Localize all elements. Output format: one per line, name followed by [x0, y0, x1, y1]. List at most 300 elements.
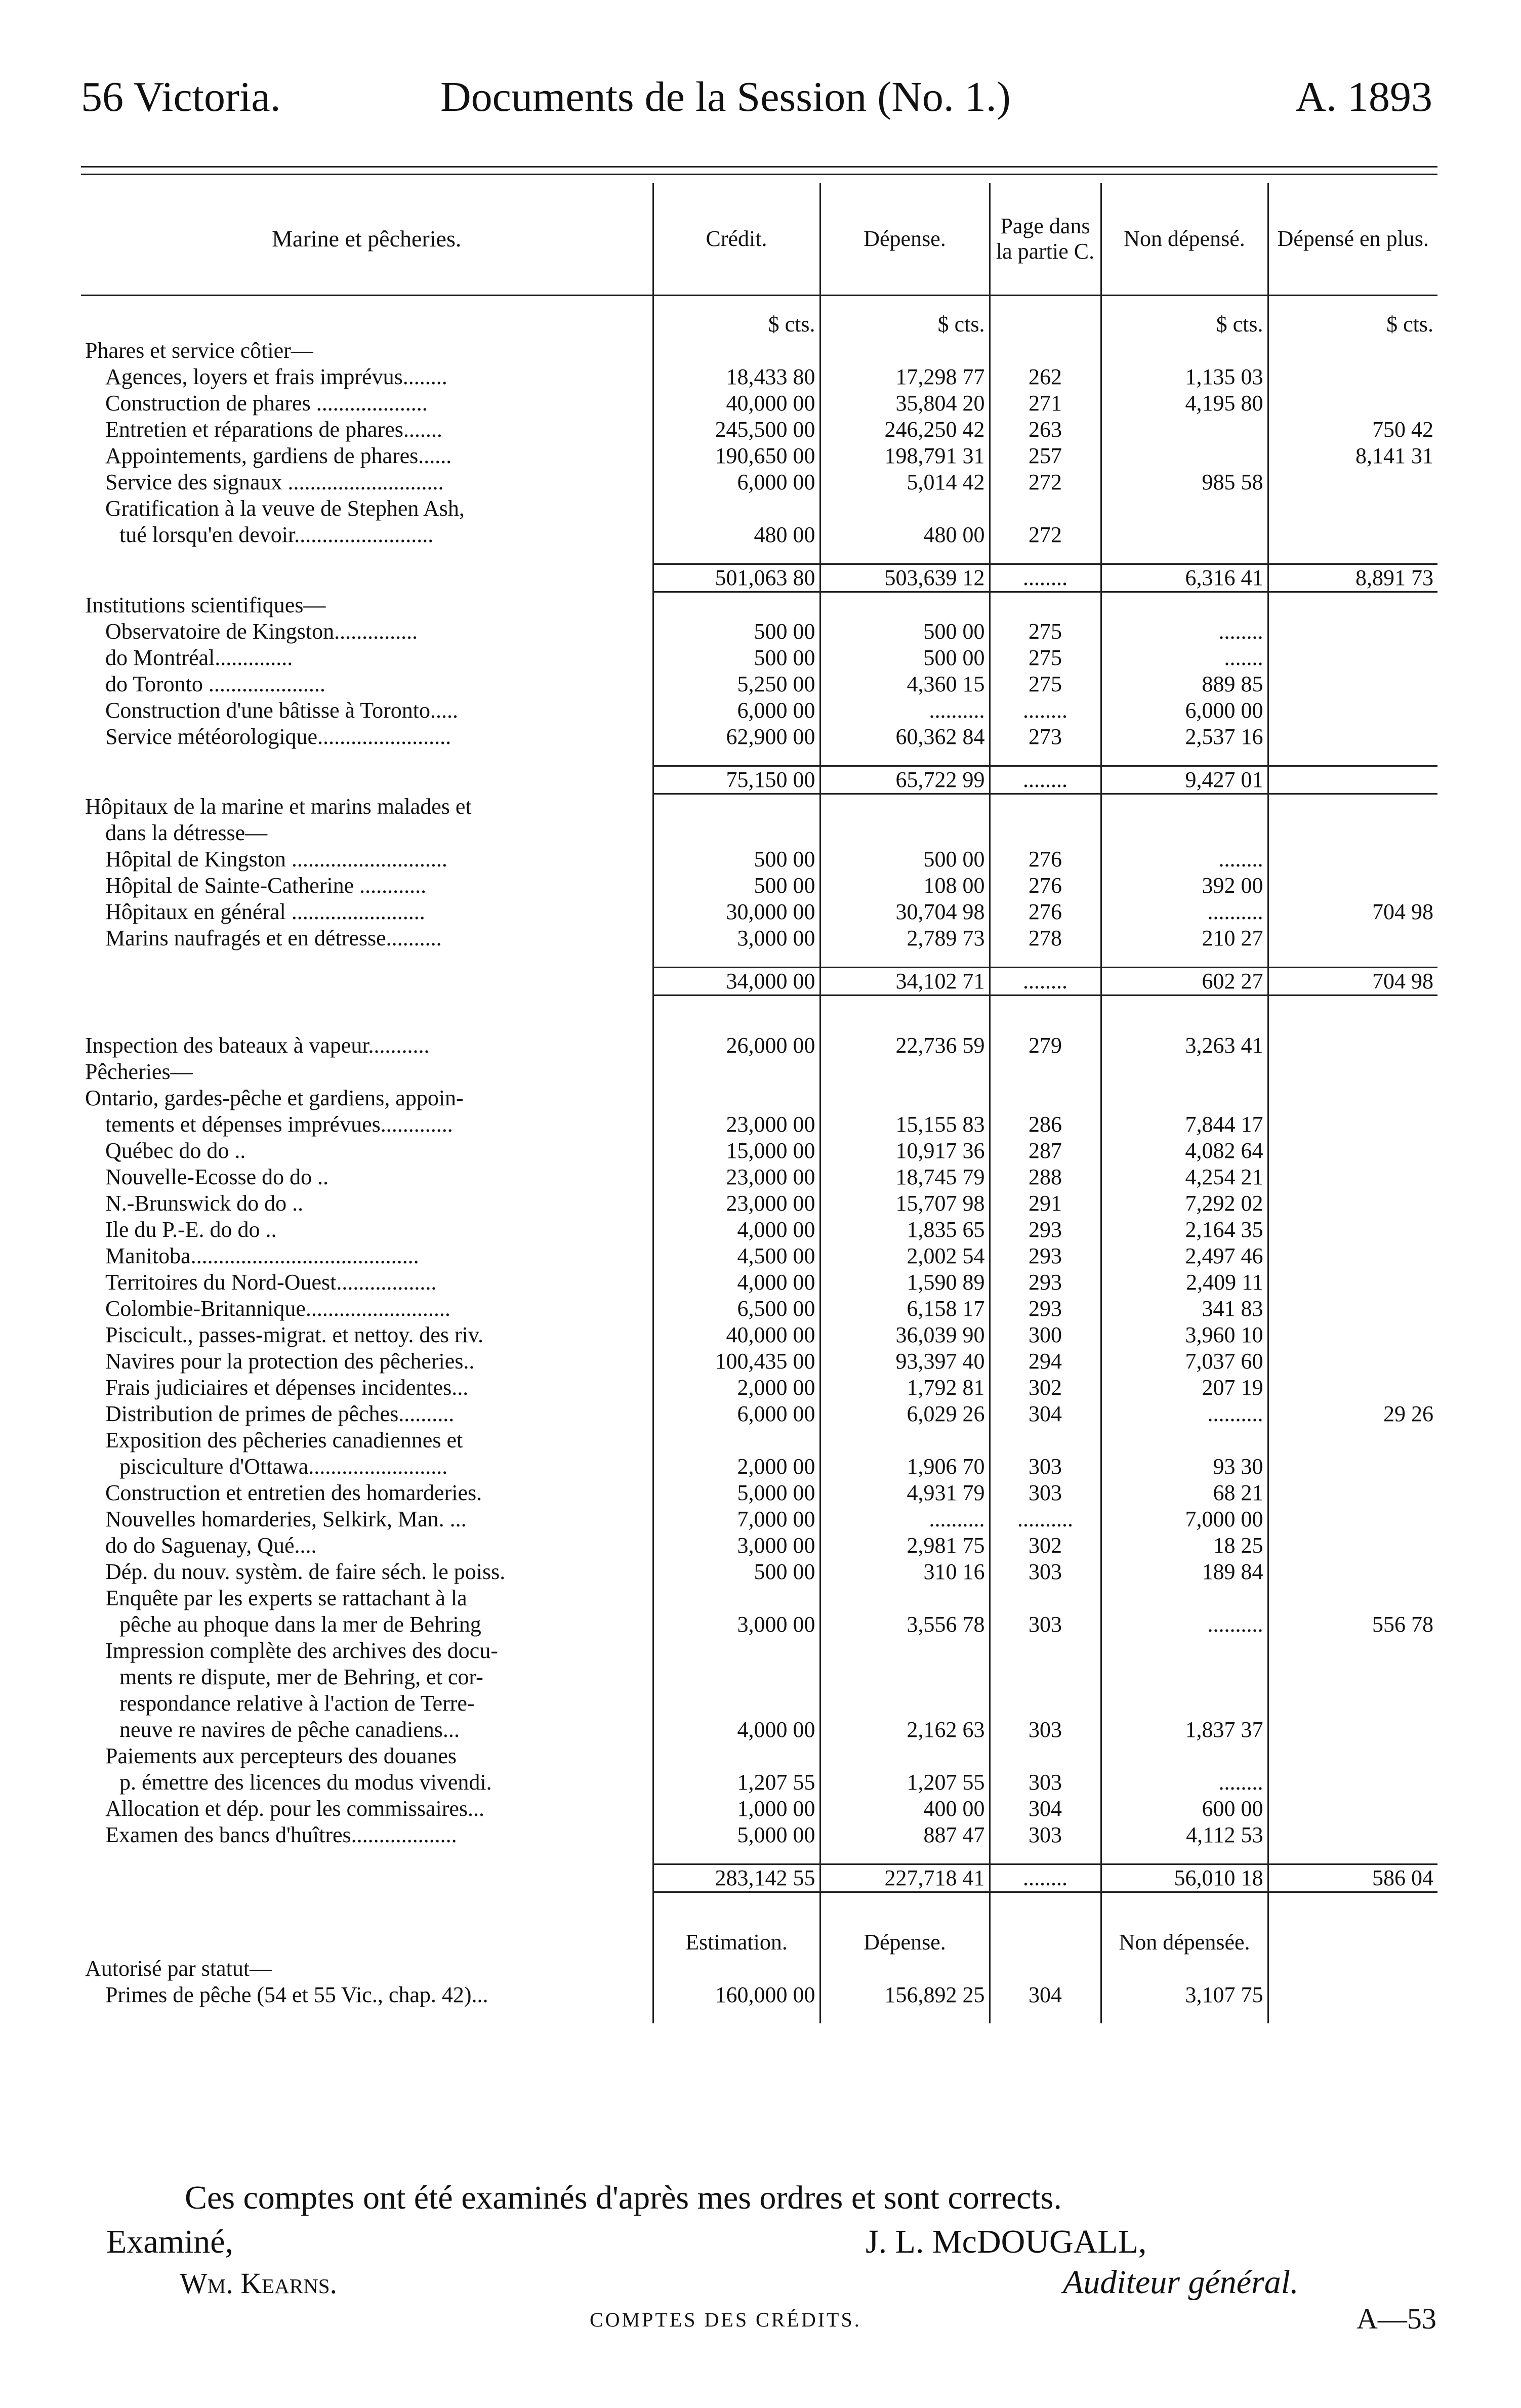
non-depense-cell: 7,037 60 [1101, 1348, 1268, 1375]
row-label: Hôpitaux en général ........................ [105, 899, 425, 924]
row-label: Appointements, gardiens de phares...... [105, 443, 452, 468]
table-row [81, 1427, 1437, 1454]
depense-cell: 2,789 73 [820, 925, 990, 951]
page-cell: 262 [990, 364, 1101, 390]
table-row [81, 1375, 1437, 1401]
credit-cell: 26,000 00 [653, 1032, 820, 1059]
depense-cell: 2,002 54 [820, 1243, 990, 1269]
credit-cell: 18,433 80 [653, 364, 820, 390]
total-depense-cell: 503,639 12 [820, 564, 990, 592]
row-label: Gratification à la veuve de Stephen Ash, [105, 496, 465, 521]
column-header-non-depensee: Non dépensée. [1101, 1929, 1268, 1956]
page-cell: 275 [990, 671, 1101, 697]
credit-cell: 190,650 00 [653, 443, 820, 469]
table-row [81, 1348, 1437, 1375]
page-cell: 303 [990, 1454, 1101, 1480]
depense-en-plus-cell [1268, 469, 1437, 495]
depense-cell: 35,804 20 [820, 390, 990, 417]
row-label: tué lorsqu'en devoir......................... [119, 522, 434, 547]
total-depense-en-plus-cell: 586 04 [1268, 1864, 1437, 1892]
total-row [81, 968, 1437, 995]
credit-cell: 5,000 00 [653, 1822, 820, 1848]
table-row [81, 1559, 1437, 1585]
accounts-table [81, 183, 1437, 2023]
group-heading: dans la détresse— [105, 820, 268, 845]
row-label: Service des signaux ............................ [105, 470, 444, 494]
row-label: tements et dépenses imprévues............. [105, 1112, 453, 1137]
unit-label: $ cts. [1101, 311, 1268, 338]
page-cell: 302 [990, 1375, 1101, 1401]
header-year: A. 1893 [1295, 73, 1432, 120]
row-label: Allocation et dép. pour les commissaires... [105, 1796, 485, 1821]
depense-en-plus-cell [1268, 925, 1437, 951]
depense-en-plus-cell [1268, 1164, 1437, 1190]
credit-cell: 4,000 00 [653, 1269, 820, 1296]
column-header-depense: Dépense. [820, 183, 990, 296]
non-depense-cell: ........ [1101, 618, 1268, 645]
page-cell: ........ [990, 697, 1101, 724]
row-label: Construction de phares .................... [105, 391, 428, 416]
table-row [81, 1085, 1437, 1111]
depense-cell: 887 47 [820, 1822, 990, 1848]
non-depense-cell: 68 21 [1101, 1480, 1268, 1506]
depense-cell: 36,039 90 [820, 1322, 990, 1348]
table-row [81, 846, 1437, 873]
non-depense-cell: 93 30 [1101, 1454, 1268, 1480]
credit-cell: 4,000 00 [653, 1217, 820, 1243]
row-label: p. émettre des licences du modus vivendi. [119, 1770, 492, 1795]
row-label: ments re dispute, mer de Behring, et cor- [119, 1665, 483, 1689]
credit-cell: 6,000 00 [653, 469, 820, 495]
credit-cell: 100,435 00 [653, 1348, 820, 1375]
depense-en-plus-cell [1268, 1559, 1437, 1585]
total-row [81, 1864, 1437, 1892]
non-depense-cell: 3,960 10 [1101, 1322, 1268, 1348]
examined-label: Examiné, [106, 2223, 234, 2260]
credit-cell: 6,500 00 [653, 1296, 820, 1322]
depense-cell: 22,736 59 [820, 1032, 990, 1059]
column-header-depense: Dépense. [820, 1929, 990, 1956]
row-label: Québec do do .. [105, 1138, 246, 1163]
depense-en-plus-cell [1268, 645, 1437, 671]
depense-en-plus-cell [1268, 1375, 1437, 1401]
credit-cell: 4,500 00 [653, 1243, 820, 1269]
table-row [81, 1164, 1437, 1190]
credit-cell: 500 00 [653, 846, 820, 873]
depense-cell: 4,931 79 [820, 1480, 990, 1506]
credit-cell: 500 00 [653, 873, 820, 899]
page-cell: 303 [990, 1717, 1101, 1743]
auditor-title: Auditeur général. [1063, 2264, 1299, 2301]
non-depense-cell: 4,112 53 [1101, 1822, 1268, 1848]
row-label: Distribution de primes de pêches.......... [105, 1401, 455, 1426]
depense-cell: 1,590 89 [820, 1269, 990, 1296]
page-cell: 275 [990, 618, 1101, 645]
depense-en-plus-cell: 8,141 31 [1268, 443, 1437, 469]
row-label: Observatoire de Kingston............... [105, 618, 418, 644]
table-row [81, 1796, 1437, 1822]
table-row [81, 1138, 1437, 1164]
non-depense-cell: 1,135 03 [1101, 364, 1268, 390]
page-cell: 272 [990, 522, 1101, 548]
group-heading: Autorisé par statut— [85, 1956, 272, 1981]
unit-label: $ cts. [653, 311, 820, 338]
header-session-year: 56 Victoria. [81, 73, 281, 120]
depense-en-plus-cell [1268, 671, 1437, 697]
depense-cell: 198,791 31 [820, 443, 990, 469]
column-header-page: Page dans la partie C. [990, 183, 1101, 296]
credit-cell: 245,500 00 [653, 417, 820, 443]
page-cell: 291 [990, 1190, 1101, 1217]
total-page-cell: ........ [990, 766, 1101, 794]
running-title: COMPTES DES CRÉDITS. [590, 2308, 861, 2331]
total-depense-cell: 65,722 99 [820, 766, 990, 794]
page-cell: 304 [990, 1982, 1101, 2008]
page-cell: 303 [990, 1822, 1101, 1848]
row-label: Construction d'une bâtisse à Toronto..... [105, 697, 458, 723]
page-cell: 257 [990, 443, 1101, 469]
page-cell: 273 [990, 724, 1101, 750]
total-non-depense-cell: 6,316 41 [1101, 564, 1268, 592]
depense-en-plus-cell [1268, 873, 1437, 899]
depense-cell: 6,029 26 [820, 1401, 990, 1427]
page-cell: 293 [990, 1217, 1101, 1243]
credit-cell: 40,000 00 [653, 1322, 820, 1348]
depense-en-plus-cell: 556 78 [1268, 1611, 1437, 1638]
row-label: Nouvelles homarderies, Selkirk, Man. ... [105, 1507, 467, 1531]
depense-en-plus-cell [1268, 364, 1437, 390]
depense-en-plus-cell: 750 42 [1268, 417, 1437, 443]
table-row [81, 1822, 1437, 1848]
group-heading-row [81, 1956, 1437, 1982]
depense-en-plus-cell: 29 26 [1268, 1401, 1437, 1427]
group-heading-row [81, 592, 1437, 618]
total-depense-en-plus-cell: 8,891 73 [1268, 564, 1437, 592]
non-depense-cell: 3,263 41 [1101, 1032, 1268, 1059]
depense-cell: 15,707 98 [820, 1190, 990, 1217]
table-row [81, 1454, 1437, 1480]
credit-cell: 480 00 [653, 522, 820, 548]
page-cell: 302 [990, 1532, 1101, 1559]
table-row [81, 1638, 1437, 1664]
table-row [81, 724, 1437, 750]
table-row [81, 1480, 1437, 1506]
credit-cell: 15,000 00 [653, 1138, 820, 1164]
non-depense-cell [1101, 443, 1268, 469]
credit-cell: 23,000 00 [653, 1111, 820, 1138]
non-depense-cell: 2,409 11 [1101, 1269, 1268, 1296]
row-label: Inspection des bateaux à vapeur........... [85, 1033, 430, 1058]
page-cell: 303 [990, 1559, 1101, 1585]
unit-label: $ cts. [1268, 311, 1437, 338]
header-rule-bottom [81, 174, 1437, 175]
row-label: pisciculture d'Ottawa......................... [119, 1454, 448, 1479]
page-cell: 286 [990, 1111, 1101, 1138]
depense-en-plus-cell [1268, 1532, 1437, 1559]
table-row [81, 390, 1437, 417]
credit-cell: 62,900 00 [653, 724, 820, 750]
non-depense-cell: 4,254 21 [1101, 1164, 1268, 1190]
table-row [81, 1322, 1437, 1348]
non-depense-cell: ........ [1101, 846, 1268, 873]
non-depense-cell: 3,107 75 [1101, 1982, 1268, 2008]
page-cell: 276 [990, 846, 1101, 873]
credit-cell: 4,000 00 [653, 1717, 820, 1743]
depense-en-plus-cell [1268, 1243, 1437, 1269]
table-row [81, 1982, 1437, 2008]
non-depense-cell: 2,497 46 [1101, 1243, 1268, 1269]
depense-en-plus-cell [1268, 1296, 1437, 1322]
row-label: Construction et entretien des homarderies. [105, 1480, 482, 1505]
table-row [81, 1611, 1437, 1638]
depense-cell: 3,556 78 [820, 1611, 990, 1638]
page-cell: 300 [990, 1322, 1101, 1348]
estimation-cell: 160,000 00 [653, 1982, 820, 2008]
table-row [81, 925, 1437, 951]
table-row [81, 1769, 1437, 1796]
non-depense-cell: .......... [1101, 1611, 1268, 1638]
credit-cell: 1,000 00 [653, 1796, 820, 1822]
credit-cell: 40,000 00 [653, 390, 820, 417]
total-page-cell: ........ [990, 968, 1101, 995]
depense-en-plus-cell: 704 98 [1268, 899, 1437, 925]
depense-en-plus-cell [1268, 390, 1437, 417]
row-label: Ontario, gardes-pêche et gardiens, appoin- [85, 1086, 464, 1110]
depense-cell: 1,906 70 [820, 1454, 990, 1480]
depense-cell: 18,745 79 [820, 1164, 990, 1190]
credit-cell: 1,207 55 [653, 1769, 820, 1796]
total-non-depense-cell: 602 27 [1101, 968, 1268, 995]
non-depense-cell: 985 58 [1101, 469, 1268, 495]
depense-en-plus-cell [1268, 846, 1437, 873]
row-label: Navires pour la protection des pêcheries.. [105, 1349, 475, 1374]
page-cell: 304 [990, 1401, 1101, 1427]
table-row [81, 443, 1437, 469]
non-depense-cell: 207 19 [1101, 1375, 1268, 1401]
non-depense-cell: 7,844 17 [1101, 1111, 1268, 1138]
unit-label: $ cts. [820, 311, 990, 338]
page-cell: 275 [990, 645, 1101, 671]
non-depense-cell: 189 84 [1101, 1559, 1268, 1585]
depense-cell: 1,792 81 [820, 1375, 990, 1401]
page-cell: 278 [990, 925, 1101, 951]
table-row [81, 1401, 1437, 1427]
page-cell: 288 [990, 1164, 1101, 1190]
credit-cell: 500 00 [653, 1559, 820, 1585]
row-label: Dép. du nouv. systèm. de faire séch. le poiss. [105, 1559, 506, 1584]
non-depense-cell: 4,195 80 [1101, 390, 1268, 417]
table-row [81, 899, 1437, 925]
total-depense-en-plus-cell: 704 98 [1268, 968, 1437, 995]
row-label: neuve re navires de pêche canadiens... [119, 1717, 460, 1742]
page-cell: 263 [990, 417, 1101, 443]
statut-header-row [81, 1929, 1437, 1956]
page-cell: 303 [990, 1769, 1101, 1796]
depense-en-plus-cell [1268, 1217, 1437, 1243]
row-label: Ile du P.-E. do do .. [105, 1217, 277, 1242]
non-depense-cell: 889 85 [1101, 671, 1268, 697]
non-depense-cell: 18 25 [1101, 1532, 1268, 1559]
row-label: N.-Brunswick do do .. [105, 1191, 304, 1216]
row-label: Exposition des pêcheries canadiennes et [105, 1428, 463, 1452]
column-header-estimation: Estimation. [653, 1929, 820, 1956]
table-row [81, 1190, 1437, 1217]
credit-cell: 6,000 00 [653, 1401, 820, 1427]
row-label: Service météorologique........................ [105, 724, 451, 749]
total-non-depense-cell: 9,427 01 [1101, 766, 1268, 794]
row-label: Marins naufragés et en détresse.......... [105, 926, 442, 950]
page-cell: 293 [990, 1296, 1101, 1322]
credit-cell: 5,250 00 [653, 671, 820, 697]
total-credit-cell: 34,000 00 [653, 968, 820, 995]
header-rule-top [81, 166, 1437, 168]
depense-cell: 5,014 42 [820, 469, 990, 495]
table-row [81, 1532, 1437, 1559]
row-label: Hôpital de Kingston ............................ [105, 847, 447, 871]
depense-en-plus-cell [1268, 618, 1437, 645]
row-label: do do Saguenay, Qué.... [105, 1533, 317, 1558]
table-row [81, 1269, 1437, 1296]
row-label: do Toronto ..................... [105, 671, 325, 696]
depense-en-plus-cell [1268, 1822, 1437, 1848]
row-label: do Montréal.............. [105, 645, 293, 670]
credit-cell: 500 00 [653, 645, 820, 671]
credit-cell: 500 00 [653, 618, 820, 645]
total-depense-cell: 34,102 71 [820, 968, 990, 995]
row-label: Paiements aux percepteurs des douanes [105, 1743, 457, 1768]
non-depense-cell: 210 27 [1101, 925, 1268, 951]
group-heading-row [81, 1059, 1437, 1085]
non-depense-cell: 4,082 64 [1101, 1138, 1268, 1164]
total-credit-cell: 283,142 55 [653, 1864, 820, 1892]
depense-cell: 1,207 55 [820, 1769, 990, 1796]
non-depense-cell [1101, 417, 1268, 443]
depense-en-plus-cell [1268, 697, 1437, 724]
row-label: respondance relative à l'action de Terre- [119, 1691, 475, 1716]
credit-cell: 3,000 00 [653, 1532, 820, 1559]
row-label: Primes de pêche (54 et 55 Vic., chap. 42)... [105, 1982, 488, 2007]
non-depense-cell: 392 00 [1101, 873, 1268, 899]
table-row [81, 1717, 1437, 1743]
credit-cell: 5,000 00 [653, 1480, 820, 1506]
column-header-non-depense: Non dépensé. [1101, 183, 1268, 296]
page-cell: 272 [990, 469, 1101, 495]
non-depense-cell: 6,000 00 [1101, 697, 1268, 724]
non-depense-cell: 7,292 02 [1101, 1190, 1268, 1217]
group-heading: Hôpitaux de la marine et marins malades et [85, 794, 472, 819]
depense-cell: 246,250 42 [820, 417, 990, 443]
page-cell: 293 [990, 1269, 1101, 1296]
table-row [81, 873, 1437, 899]
page-cell: .......... [990, 1506, 1101, 1532]
depense-cell: 500 00 [820, 645, 990, 671]
page-cell: 303 [990, 1611, 1101, 1638]
page-cell: 276 [990, 873, 1101, 899]
credit-cell: 7,000 00 [653, 1506, 820, 1532]
table-row [81, 1217, 1437, 1243]
depense-en-plus-cell [1268, 1190, 1437, 1217]
row-label: Nouvelle-Ecosse do do .. [105, 1165, 329, 1189]
row-label: Agences, loyers et frais imprévus........ [105, 364, 447, 389]
non-depense-cell: ........ [1101, 1769, 1268, 1796]
row-label: Frais judiciaires et dépenses incidentes... [105, 1375, 469, 1400]
table-row [81, 1506, 1437, 1532]
depense-cell: 108 00 [820, 873, 990, 899]
depense-cell: .......... [820, 1506, 990, 1532]
group-heading-row [81, 794, 1437, 820]
non-depense-cell: .......... [1101, 1401, 1268, 1427]
table-row [81, 1664, 1437, 1690]
table-row [81, 697, 1437, 724]
depense-cell: 6,158 17 [820, 1296, 990, 1322]
depense-cell: 480 00 [820, 522, 990, 548]
group-heading-row [81, 820, 1437, 846]
total-page-cell: ........ [990, 1864, 1101, 1892]
table-row [81, 469, 1437, 495]
group-heading-row [81, 338, 1437, 364]
non-depense-cell: 2,537 16 [1101, 724, 1268, 750]
non-depense-cell: .......... [1101, 899, 1268, 925]
group-heading: Pêcheries— [85, 1059, 193, 1084]
group-heading: Institutions scientifiques— [85, 592, 326, 617]
page-number: A—53 [1356, 2302, 1436, 2335]
table-row [81, 1296, 1437, 1322]
non-depense-cell: ....... [1101, 645, 1268, 671]
depense-cell: 60,362 84 [820, 724, 990, 750]
table-row [81, 417, 1437, 443]
row-label: Territoires du Nord-Ouest.................. [105, 1270, 437, 1295]
certification-statement: Ces comptes ont été examinés d'après mes ordres et sont corrects. [185, 2179, 1062, 2216]
table-row [81, 364, 1437, 390]
depense-en-plus-cell [1268, 1138, 1437, 1164]
row-label: Manitoba......................................... [105, 1243, 419, 1268]
depense-cell: 500 00 [820, 618, 990, 645]
depense-cell: 400 00 [820, 1796, 990, 1822]
header-document-title: Documents de la Session (No. 1.) [440, 73, 1011, 120]
total-credit-cell: 501,063 80 [653, 564, 820, 592]
depense-cell: 93,397 40 [820, 1348, 990, 1375]
depense-cell: 310 16 [820, 1559, 990, 1585]
page-cell: 276 [990, 899, 1101, 925]
credit-cell: 2,000 00 [653, 1375, 820, 1401]
depense-cell: 10,917 36 [820, 1138, 990, 1164]
depense-en-plus-cell [1268, 1480, 1437, 1506]
non-depense-cell: 1,837 37 [1101, 1717, 1268, 1743]
row-label: Examen des bancs d'huîtres................... [105, 1822, 457, 1847]
depense-cell: 30,704 98 [820, 899, 990, 925]
depense-en-plus-cell [1268, 1796, 1437, 1822]
depense-cell: 2,162 63 [820, 1717, 990, 1743]
depense-en-plus-cell [1268, 1348, 1437, 1375]
page-cell: 271 [990, 390, 1101, 417]
page-cell: 287 [990, 1138, 1101, 1164]
credit-cell: 3,000 00 [653, 1611, 820, 1638]
total-row [81, 766, 1437, 794]
credit-cell: 23,000 00 [653, 1164, 820, 1190]
depense-en-plus-cell [1268, 724, 1437, 750]
depense-cell: 2,981 75 [820, 1532, 990, 1559]
credit-cell: 2,000 00 [653, 1454, 820, 1480]
page-cell: 279 [990, 1032, 1101, 1059]
table-row [81, 1743, 1437, 1769]
table-header-row [81, 183, 1437, 296]
depense-cell: 500 00 [820, 846, 990, 873]
section-title: Marine et pêcheries. [81, 183, 653, 296]
table-row [81, 1032, 1437, 1059]
row-label: Entretien et réparations de phares....... [105, 417, 442, 442]
column-header-depense-en-plus: Dépensé en plus. [1268, 183, 1437, 296]
table-row [81, 645, 1437, 671]
